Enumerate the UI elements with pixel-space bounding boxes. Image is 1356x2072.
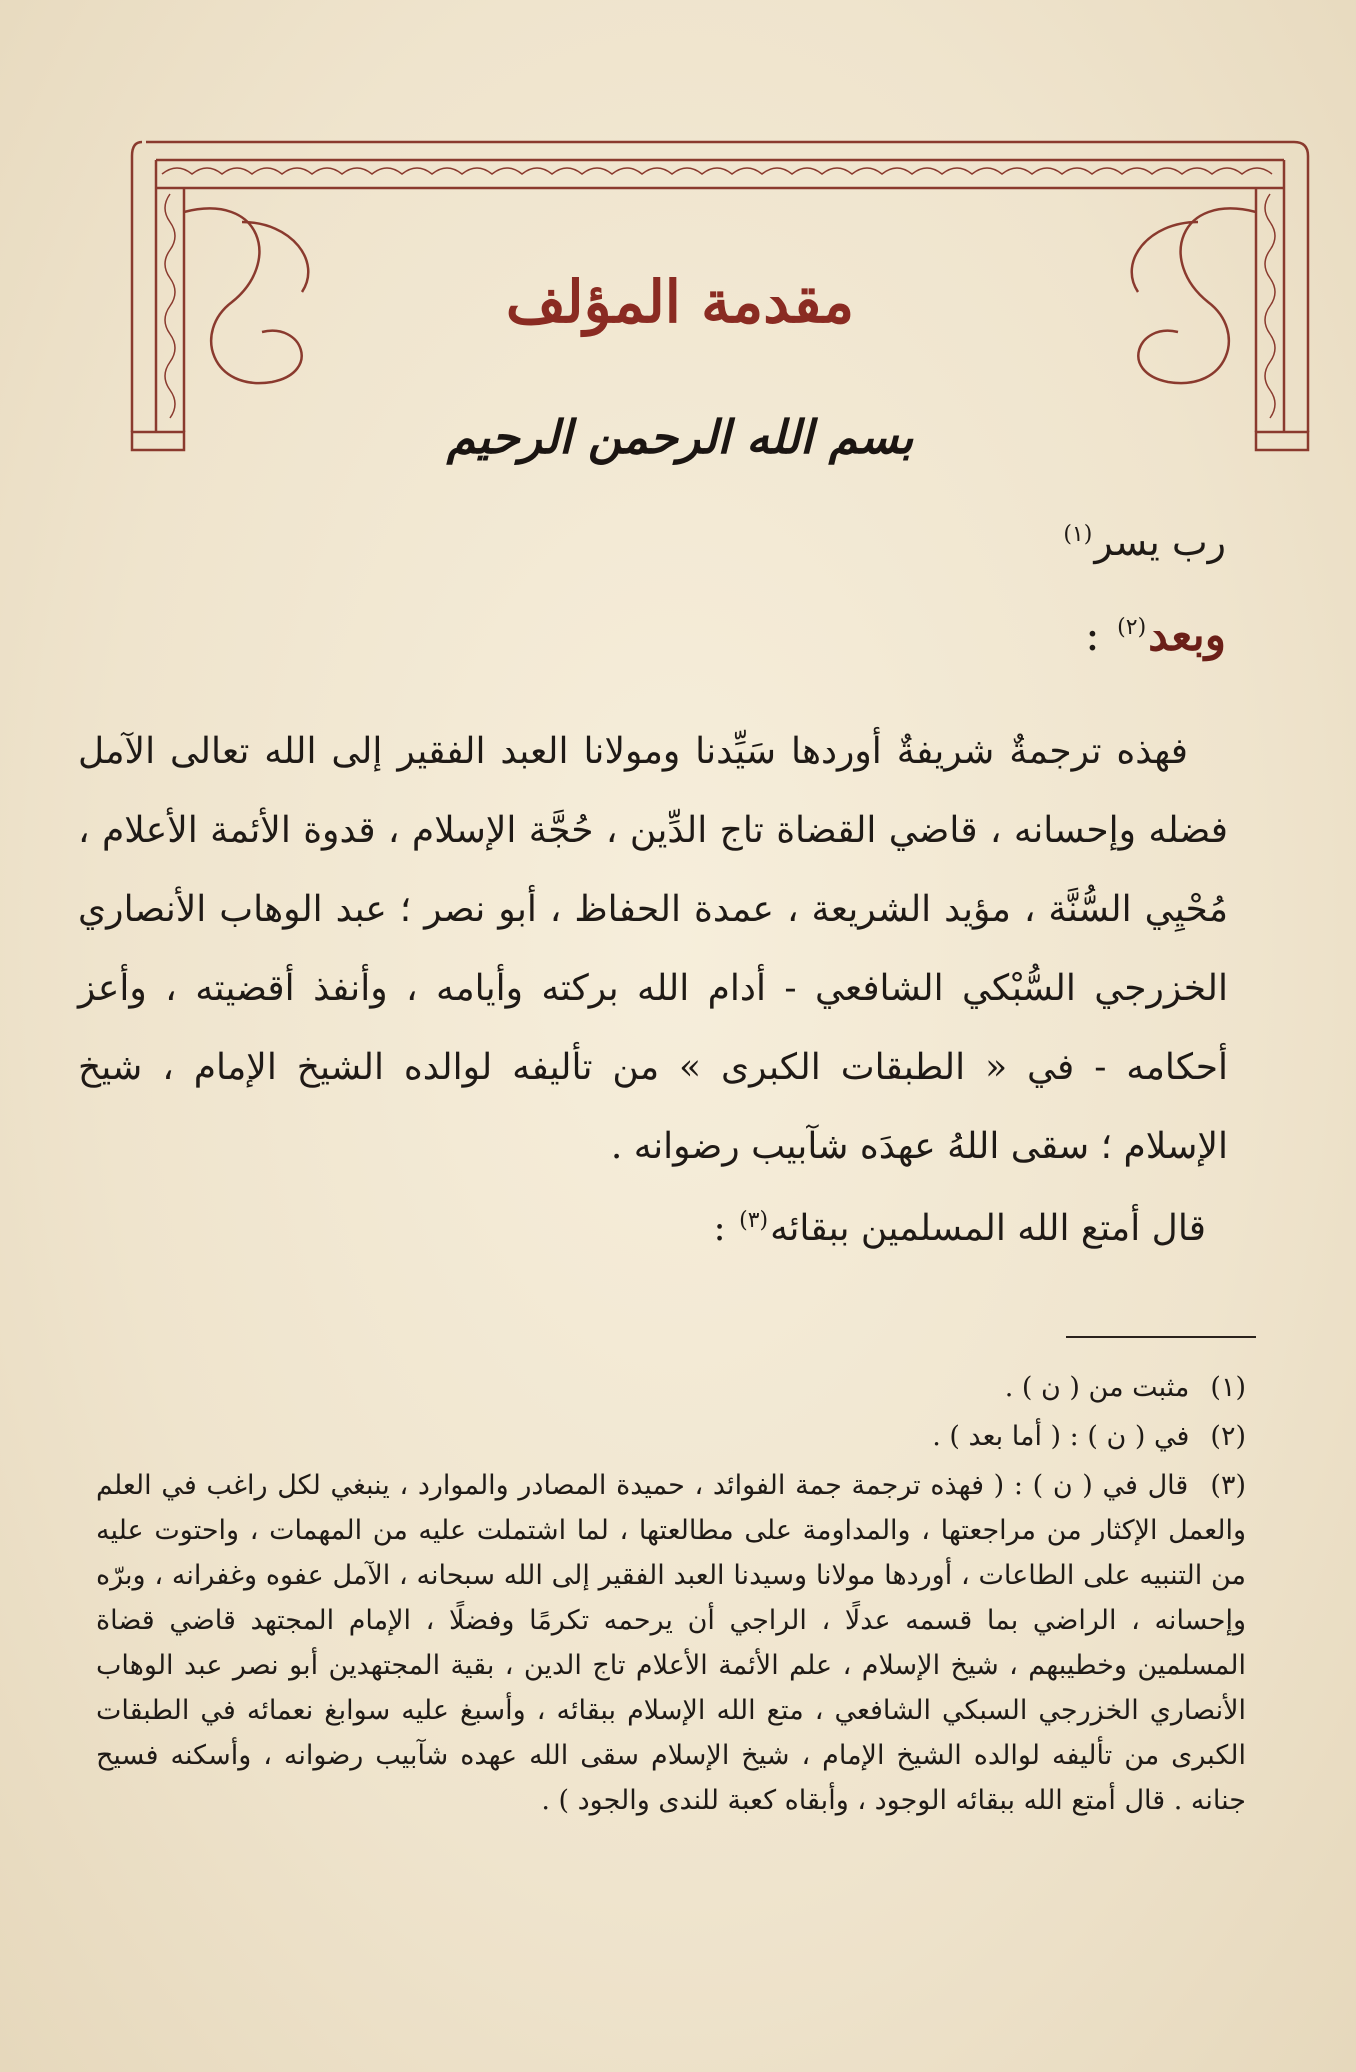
wa-bad-colon: :	[1085, 610, 1100, 661]
footnote-text: مثبت من ( ن ) .	[1004, 1372, 1190, 1403]
footnote-number: (١)	[1210, 1372, 1246, 1403]
main-text-block	[78, 712, 1228, 1186]
said-text: قال أمتع الله المسلمين ببقائه	[770, 1208, 1206, 1249]
basmala: بسم الله الرحمن الرحيم	[446, 410, 914, 464]
main-paragraph: فهذه ترجمةٌ شريفةٌ أوردها سَيِّدنا ومولانا العبد الفقير إلى الله تعالى الآمل فضله وإحسانه ، قاضي القضاة تاج الدِّين ، حُجَّة الإسلام ، قدوة الأئمة الأعلام ، مُحْيِي السُّنَّة ، مؤيد الشريعة ، عمدة الحفاظ ، أبو نصر ؛ عبد الوهاب الأنصاري الخزرجي السُّبْكي الشافعي - أدام الله بركته وأيامه ، وأنفذ أقضيته ، وأعز أحكامه - في « الطبقات الكبرى » من تأليفه لوالده الشيخ الإمام ، شيخ الإسلام ؛ سقى اللهُ عهدَه شآبيب رضوانه .	[78, 731, 1228, 1167]
footnotes-section	[96, 1365, 1246, 1827]
footnote-ref-1[interactable]: (١)	[1063, 522, 1093, 548]
footnote-ref-2[interactable]: (٢)	[1117, 615, 1147, 641]
author-said-line	[714, 1208, 1207, 1249]
wa-bad-text: وبعد	[1148, 610, 1226, 661]
rab-yassir-text: رب يسر	[1094, 520, 1226, 564]
footnote-number: (٣)	[1210, 1470, 1246, 1501]
footnote-item	[96, 1463, 1246, 1823]
footnote-item	[96, 1365, 1246, 1410]
chapter-title: مقدمة المؤلف	[505, 268, 855, 336]
opening-line-wa-bad	[1085, 610, 1226, 661]
said-colon: :	[713, 1208, 726, 1249]
footnote-item	[96, 1414, 1246, 1459]
opening-line-rab-yassir	[1061, 520, 1226, 564]
footnote-ref-3[interactable]: (٣)	[739, 1208, 769, 1233]
footnote-text: في ( ن ) : ( أما بعد ) .	[932, 1421, 1190, 1452]
footnote-number: (٢)	[1210, 1421, 1246, 1452]
footnote-text: قال في ( ن ) : ( فهذه ترجمة جمة الفوائد ، حميدة المصادر والموارد ، ينبغي لكل راغب في العلم والعمل الإكثار من مراجعتها ، والمداومة على مطالعتها ، لما اشتملت عليه من المهمات ، واحتوت عليه من التنبيه على الطاعات ، أوردها مولانا وسيدنا العبد الفقير إلى الله سبحانه ، الآمل عفوه وغفرانه ، وبرّه وإحسانه ، الراضي بما قسمه عدلًا ، الراجي أن يرحمه تكرمًا وفضلًا ، الإمام المجتهد قاضي قضاة المسلمين وخطيبهم ، شيخ الإسلام ، علم الأئمة الأعلام تاج الدين ، بقية المجتهدين أبو نصر عبد الوهاب الأنصاري الخزرجي السبكي الشافعي ، متع الله الإسلام ببقائه ، وأسبغ عليه سوابغ نعمائه في الطبقات الكبرى من تأليفه لوالده الشيخ الإمام ، شيخ الإسلام سقى الله عهده شآبيب رضوانه ، وأسكنه فسيح جنانه . قال أمتع الله ببقائه الوجود ، وأبقاه كعبة للندى والجود ) .	[96, 1470, 1246, 1816]
footnote-divider	[1066, 1336, 1256, 1338]
